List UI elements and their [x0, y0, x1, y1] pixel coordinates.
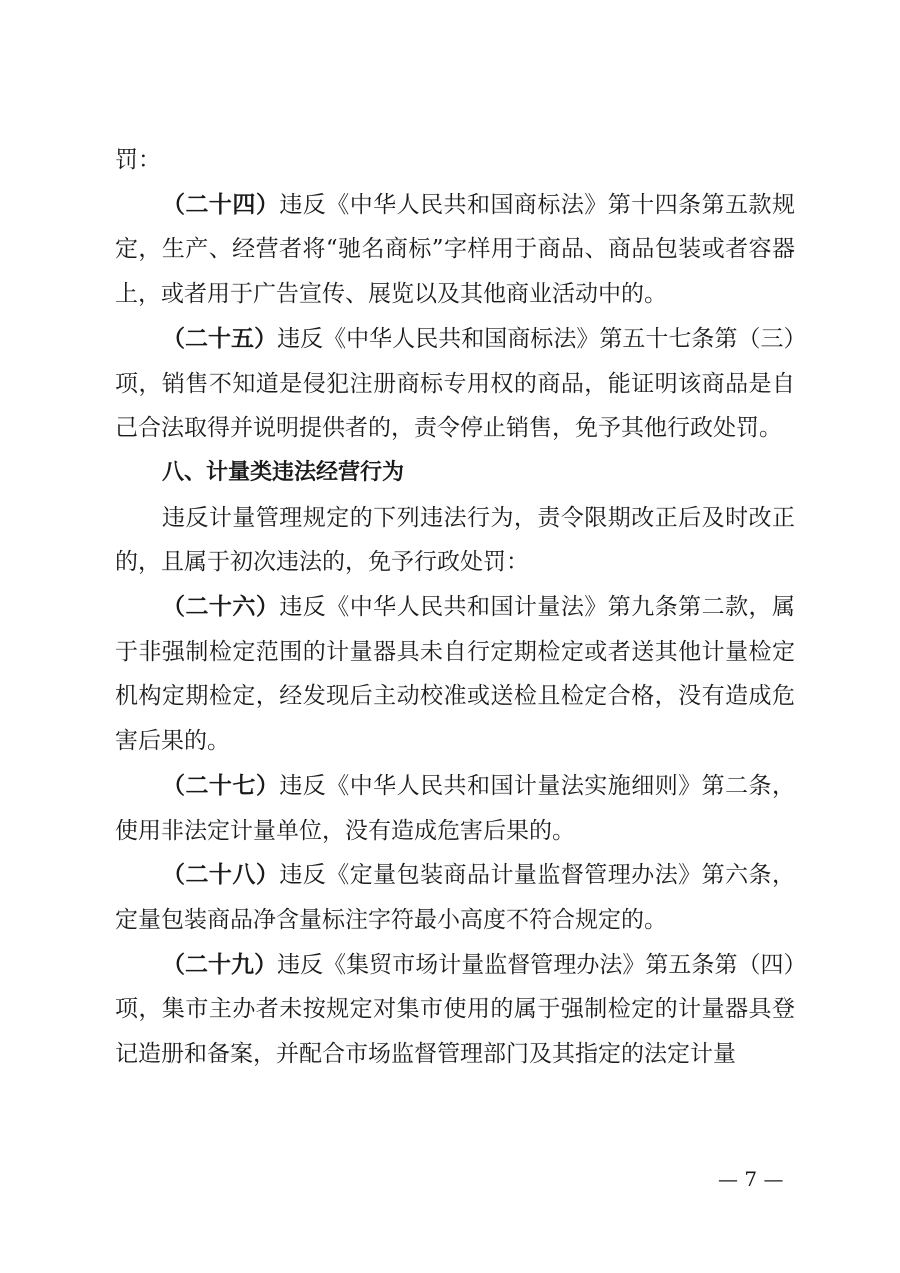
body-text: [115, 138, 795, 1077]
item-number: （二十九）: [162, 951, 278, 978]
paragraph: [115, 853, 795, 942]
paragraph-text: 违反《中华人民共和国计量法实施细则》第二条，使用非法定计量单位，没有造成危害后果的。: [115, 772, 796, 844]
paragraph-text: 违反《中华人民共和国商标法》第十四条第五款规定，生产、经营者将“驰名商标”字样用于商品、商品包装或者容器上，或者用于广告宣传、展览以及其他商业活动中的。: [115, 191, 796, 308]
section-heading: [115, 451, 795, 496]
item-number: （二十四）: [162, 191, 280, 218]
paragraph: [115, 943, 795, 1077]
paragraph-text: 违反《中华人民共和国商标法》第五十七条第（三）项，销售不知道是侵犯注册商标专用权的商品，能证明该商品是自己合法取得并说明提供者的，责令停止销售，免予其他行政处罚。: [115, 325, 796, 442]
paragraph-text: 违反《集贸市场计量监督管理办法》第五条第（四）项，集市主办者未按规定对集市使用的属于强制检定的计量器具登记造册和备案，并配合市场监督管理部门及其指定的法定计量: [115, 951, 796, 1068]
paragraph-text: 罚：: [115, 147, 161, 173]
item-number: （二十八）: [162, 862, 280, 889]
paragraph-text: 违反《中华人民共和国计量法》第九条第二款，属于非强制检定范围的计量器具未自行定期检定或者送其他计量检定机构定期检定，经发现后主动校准或送检且检定合格，没有造成危害后果的。: [115, 594, 796, 755]
paragraph-text: 违反《定量包装商品计量监督管理办法》第六条，定量包装商品净含量标注字符最小高度不符合规定的。: [115, 862, 796, 933]
paragraph: [115, 764, 795, 853]
paragraph: [115, 317, 795, 451]
paragraph: [115, 183, 795, 317]
paragraph: [115, 496, 795, 585]
paragraph: [115, 138, 795, 183]
paragraph: [115, 585, 795, 764]
item-number: （二十七）: [162, 772, 280, 799]
paragraph-text: 八、计量类违法经营行为: [162, 459, 405, 485]
item-number: （二十五）: [162, 325, 278, 352]
paragraph-text: 违反计量管理规定的下列违法行为，责令限期改正后及时改正的，且属于初次违法的，免予行政处罚：: [115, 504, 795, 576]
page-number: — 7 —: [718, 1167, 784, 1191]
item-number: （二十六）: [162, 594, 280, 621]
